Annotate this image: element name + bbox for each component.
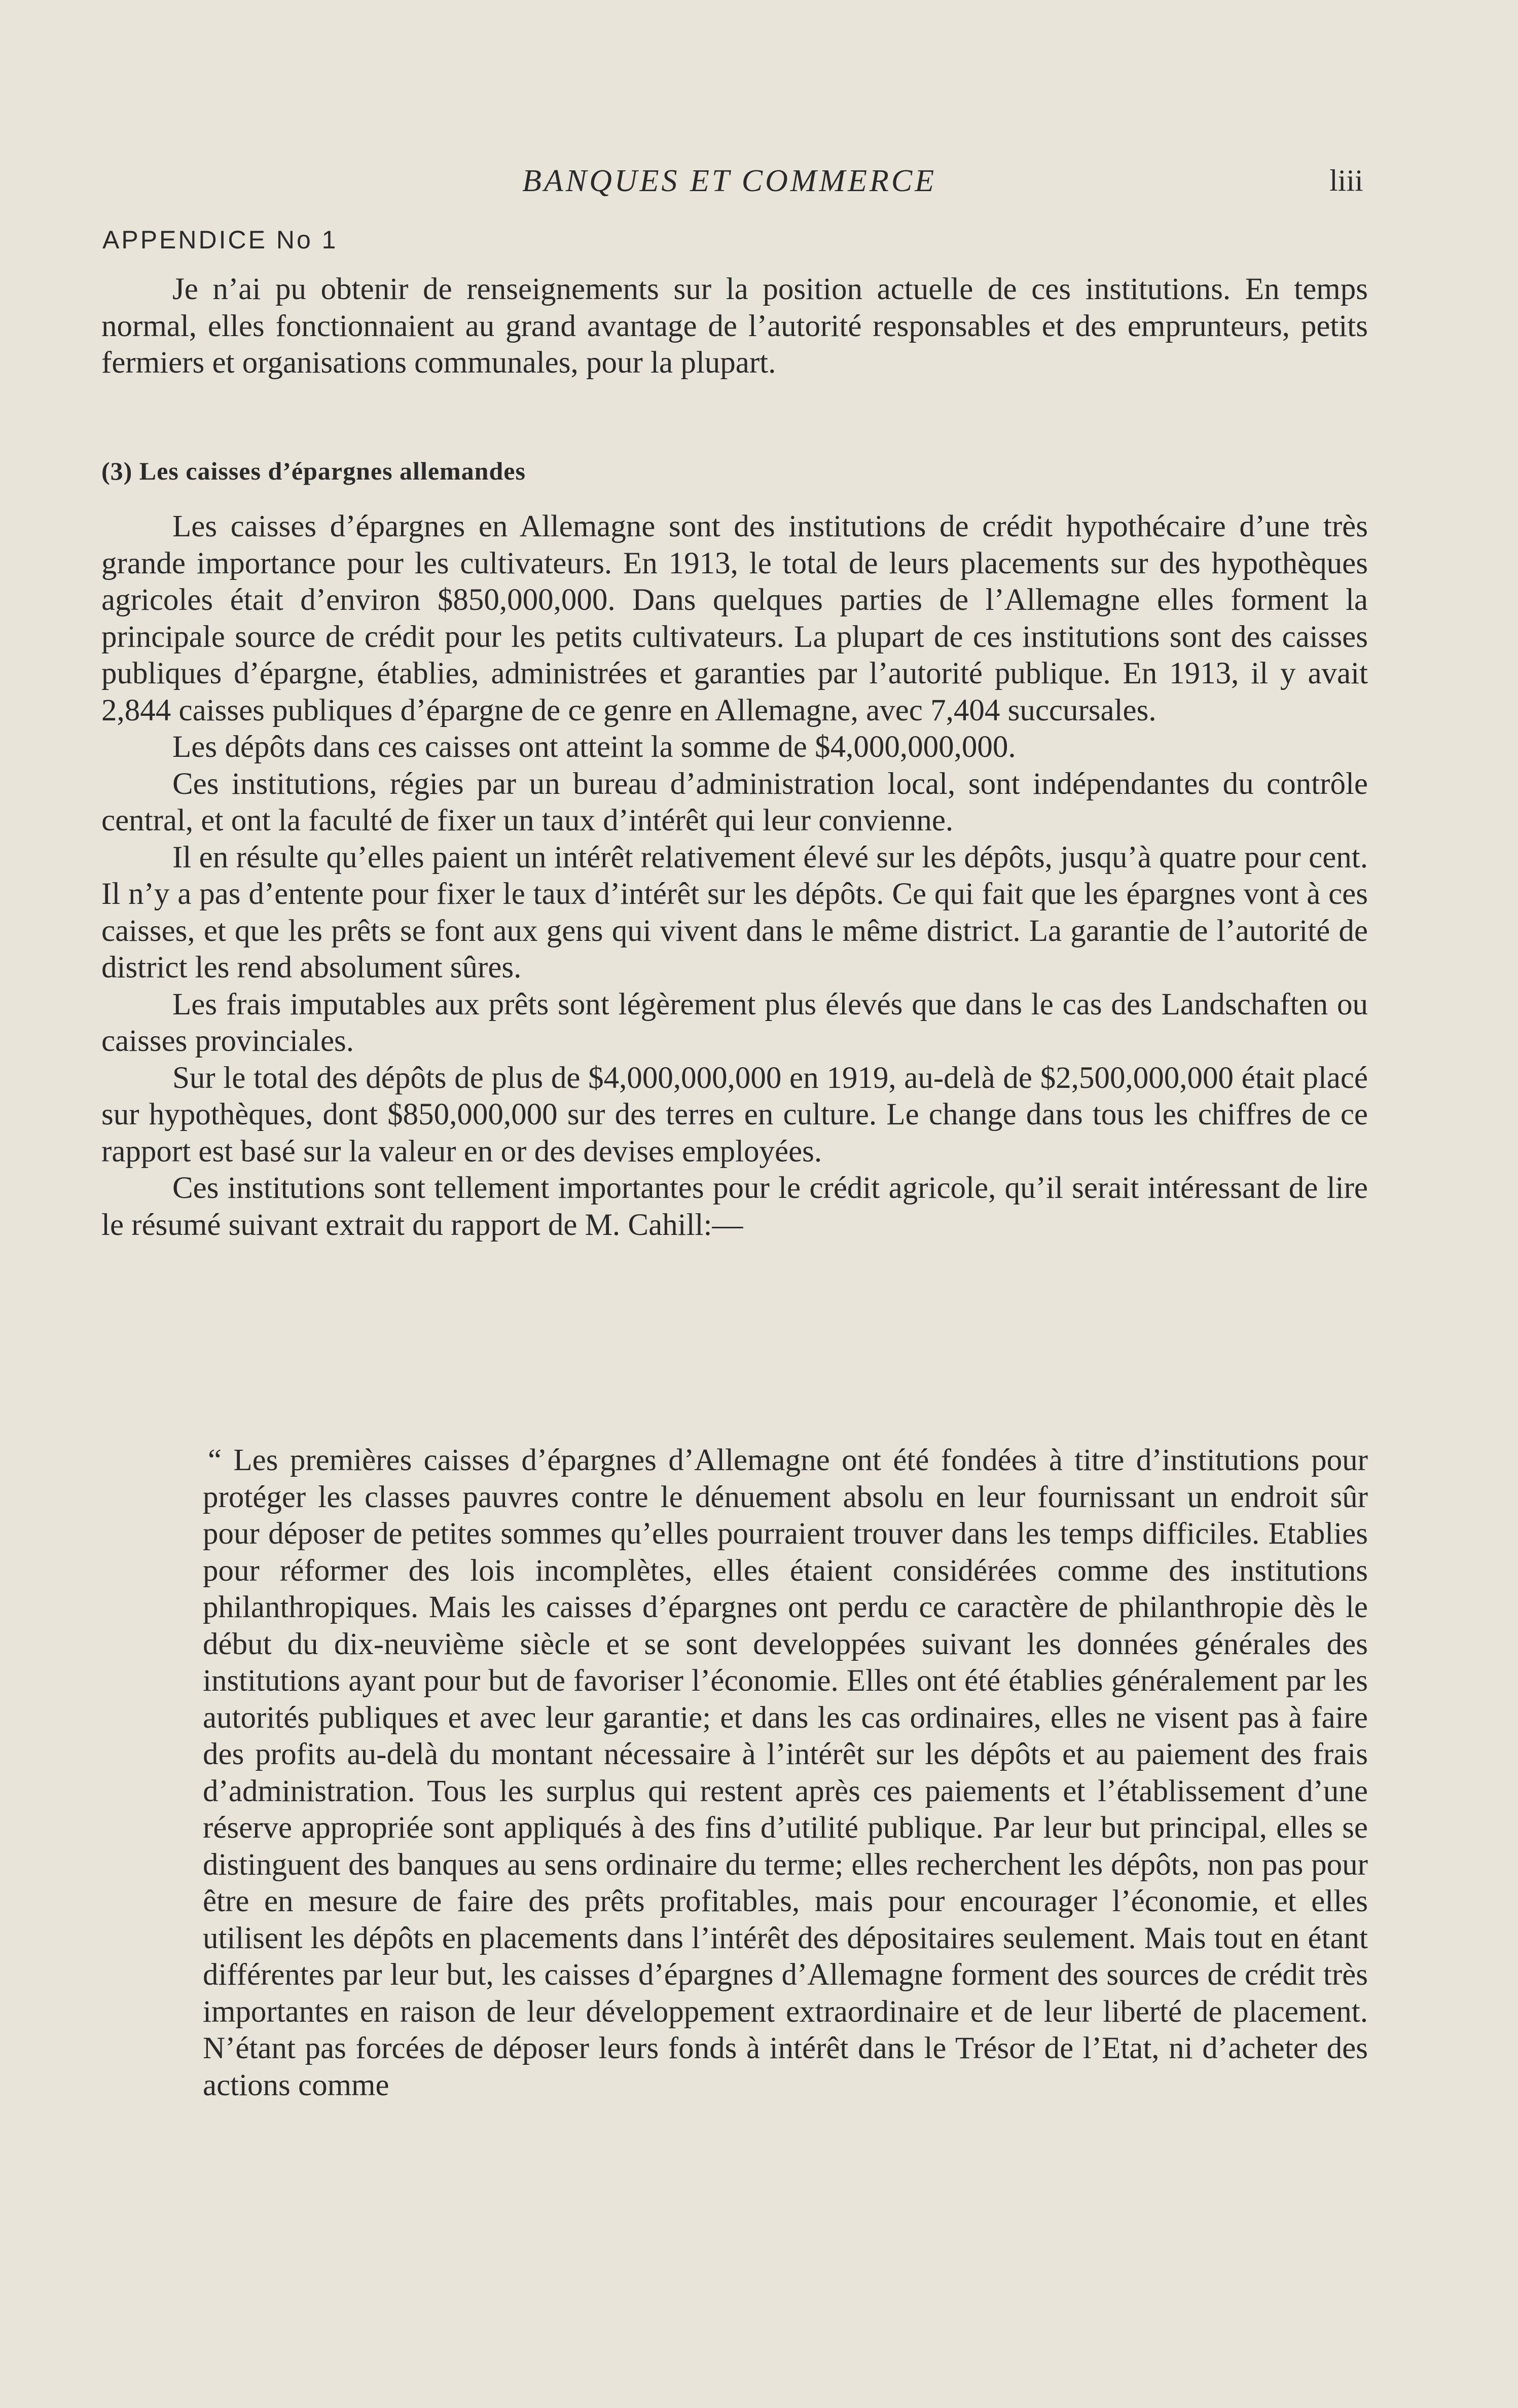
main-text: [101, 508, 1368, 1244]
paragraph: Ces institutions, régies par un bureau d’administration local, sont indépendantes du contrôle central, et ont la faculté de fixer un taux d’intérêt qui leur convienne.: [101, 767, 1368, 837]
paragraph: Les frais imputables aux prêts sont légèrement plus élevés que dans le cas des Landschaften ou caisses provinciales.: [101, 987, 1368, 1058]
paragraph: Sur le total des dépôts de plus de $4,000,000,000 en 1919, au-delà de $2,500,000,000 était placé sur hypothèques, dont $850,000,000 sur des terres en culture. Le change dans tous les chiffres de ce rapport est basé sur la valeur en or des devises employées.: [101, 1061, 1368, 1169]
block-quote: “ Les premières caisses d’épargnes d’Allemagne ont été fondées à titre d’institutions pour protéger les classes pauvres contre le dénuement absolu en leur fournissant un endroit sûr pour déposer de petites sommes qu’elles pourraient trouver dans les temps difficiles. Etablies pour réformer des lois incomplètes, elles étaient considérées comme des institutions philanthropiques. Mais les caisses d’épargnes ont perdu ce caractère de philanthropie dès le début du dix-neuvième siècle et se sont developpées suivant les données générales des institutions ayant pour but de favoriser l’économie. Elles ont été établies généralement par les autorités publiques et avec leur garantie; et dans les cas ordinaires, elles ne visent pas à faire des profits au-delà du montant nécessaire à l’intérêt sur les dépôts et au paiement des frais d’administration. Tous les surplus qui restent après ces paiements et l’établissement d’une réserve appropriée sont appliqués à des fins d’utilité publique. Par leur but principal, elles se distinguent des banques au sens ordinaire du terme; elles recherchent les dépôts, non pas pour être en mesure de faire des prêts profitables, mais pour encourager l’économie, et elles utilisent les dépôts en placements dans l’intérêt des dépositaires seulement. Mais tout en étant différentes par leur but, les caisses d’épargnes d’Allemagne forment des sources de crédit très importantes en raison de leur développement extraordinaire et de leur liberté de placement. N’étant pas forcées de déposer leurs fonds à intérêt dans le Trésor de l’Etat, ni d’acheter des actions comme: [203, 1443, 1368, 2102]
appendix-label: APPENDICE No 1: [102, 226, 338, 254]
intro-paragraph: Je n’ai pu obtenir de renseignements sur la position actuelle de ces institutions. En temps normal, elles fonctionnaient au grand avantage de l’autorité responsables et des emprunteurs, petits fermiers et organisations communales, pour la plupart.: [101, 272, 1368, 380]
paragraph: Les caisses d’épargnes en Allemagne sont des institutions de crédit hypothécaire d’une très grande importance pour les cultivateurs. En 1913, le total de leurs placements sur des hypothèques agricoles était d’environ $850,000,000. Dans quelques parties de l’Allemagne elles forment la principale source de crédit pour les petits cultivateurs. La plupart de ces institutions sont des caisses publiques d’épargne, établies, administrées et garanties par l’autorité publique. En 1913, il y avait 2,844 caisses publiques d’épargne de ce genre en Allemagne, avec 7,404 succursales.: [101, 509, 1368, 727]
section-heading: (3) Les caisses d’épargnes allemandes: [101, 457, 526, 485]
running-title: BANQUES ET COMMERCE: [522, 164, 937, 198]
paragraph: Les dépôts dans ces caisses ont atteint la somme de $4,000,000,000.: [172, 730, 1016, 764]
paragraph: Ces institutions sont tellement importantes pour le crédit agricole, qu’il serait intéressant de lire le résumé suivant extrait du rapport de M. Cahill:—: [101, 1171, 1368, 1242]
page-number: liii: [1329, 164, 1363, 197]
paragraph: Il en résulte qu’elles paient un intérêt relativement élevé sur les dépôts, jusqu’à quatre pour cent. Il n’y a pas d’entente pour fixer le taux d’intérêt sur les dépôts. Ce qui fait que les épargnes vont à ces caisses, et que les prêts se font aux gens qui vivent dans le même district. La garantie de l’autorité de district les rend absolument sûres.: [101, 840, 1368, 984]
